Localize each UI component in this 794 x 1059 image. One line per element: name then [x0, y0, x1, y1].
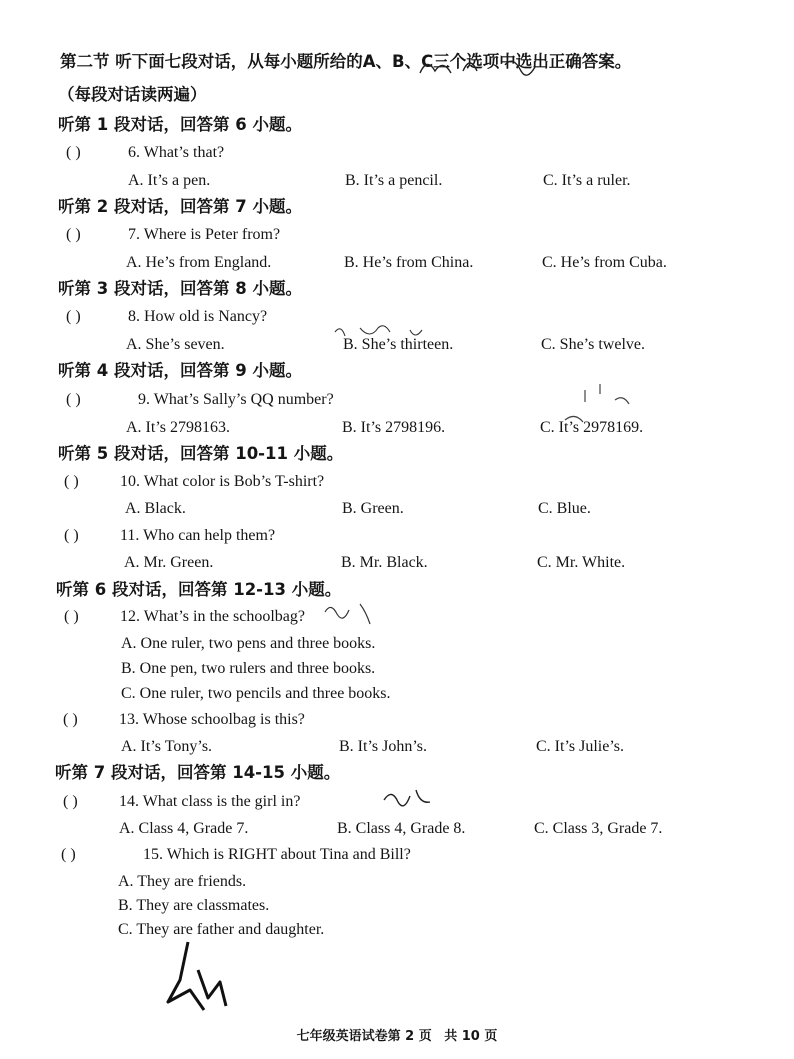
answer-blank[interactable]: ( ): [61, 846, 76, 863]
option-a: A. It’s Tony’s.: [121, 738, 213, 755]
option-b: B. Green.: [342, 500, 404, 517]
handwriting-scribble-q14: [380, 784, 440, 814]
answer-blank[interactable]: ( ): [66, 144, 81, 161]
question-6: [66, 143, 224, 163]
option-a: A. He’s from England.: [126, 254, 272, 271]
dialogue-instruction-7: 听第 7 段对话，回答第 14-15 小题。: [55, 763, 341, 782]
question-text: 10. What color is Bob’s T-shirt?: [120, 473, 325, 490]
option-a: A. Black.: [125, 500, 186, 517]
option-c: C. It’s 2978169.: [540, 419, 644, 436]
question-text: 15. Which is RIGHT about Tina and Bill?: [143, 846, 411, 863]
option-a: A. They are friends.: [118, 873, 247, 890]
option-a: A. One ruler, two pens and three books.: [121, 635, 376, 652]
dialogue-instruction-4: 听第 4 段对话，回答第 9 小题。: [58, 361, 302, 380]
option-b: B. It’s 2798196.: [342, 419, 446, 436]
answer-blank[interactable]: ( ): [66, 226, 81, 243]
handwriting-scribble-q12: [320, 598, 380, 628]
question-text: 9. What’s Sally’s QQ number?: [138, 391, 334, 408]
question-text: 7. Where is Peter from?: [128, 226, 281, 243]
question-10: [64, 472, 324, 492]
option-c: C. One ruler, two pencils and three books.: [121, 685, 391, 702]
dialogue-instruction-5: 听第 5 段对话，回答第 10-11 小题。: [58, 444, 344, 463]
option-b: B. Class 4, Grade 8.: [337, 820, 466, 837]
option-a: A. She’s seven.: [126, 336, 225, 353]
option-a: A. Class 4, Grade 7.: [119, 820, 249, 837]
page-footer: [0, 1025, 794, 1044]
option-a: A. It’s a pen.: [128, 172, 211, 189]
question-text: 14. What class is the girl in?: [119, 793, 301, 810]
question-text: 13. Whose schoolbag is this?: [119, 711, 305, 728]
option-c: C. It’s a ruler.: [543, 172, 631, 189]
option-a: A. It’s 2798163.: [126, 419, 230, 436]
dialogue-instruction-2: 听第 2 段对话，回答第 7 小题。: [58, 197, 302, 216]
option-b: B. She’s thirteen.: [343, 336, 454, 353]
dialogue-instruction-1: 听第 1 段对话，回答第 6 小题。: [58, 115, 302, 134]
option-b: B. They are classmates.: [118, 897, 270, 914]
option-c: C. Mr. White.: [537, 554, 626, 571]
dialogue-instruction-6: 听第 6 段对话，回答第 12-13 小题。: [56, 580, 342, 599]
question-7: [66, 225, 280, 245]
answer-blank[interactable]: ( ): [66, 391, 81, 408]
section-title: 第二节 听下面七段对话，从每小题所给的A、B、C三个选项中选出正确答案。: [60, 52, 632, 71]
question-8: [66, 307, 267, 327]
answer-blank[interactable]: ( ): [64, 473, 79, 490]
option-a: A. Mr. Green.: [124, 554, 214, 571]
answer-blank[interactable]: ( ): [66, 308, 81, 325]
question-15: [61, 845, 411, 865]
option-c: C. Blue.: [538, 500, 591, 517]
option-b: B. He’s from China.: [344, 254, 474, 271]
footer-page: 七年级英语试卷第 2 页: [296, 1029, 432, 1044]
answer-blank[interactable]: ( ): [64, 527, 79, 544]
section-note: （每段对话读两遍）: [58, 85, 207, 104]
question-14: [63, 792, 300, 812]
question-11: [64, 526, 275, 546]
answer-blank[interactable]: ( ): [63, 793, 78, 810]
question-text: 12. What’s in the schoolbag?: [120, 608, 305, 625]
question-text: 8. How old is Nancy?: [128, 308, 268, 325]
answer-blank[interactable]: ( ): [64, 608, 79, 625]
question-text: 11. Who can help them?: [120, 527, 276, 544]
question-13: [63, 710, 305, 730]
option-b: B. It’s John’s.: [339, 738, 428, 755]
footer-total: 共 10 页: [444, 1029, 498, 1044]
option-c: C. Class 3, Grade 7.: [534, 820, 663, 837]
option-c: C. They are father and daughter.: [118, 921, 325, 938]
option-b: B. Mr. Black.: [341, 554, 428, 571]
option-c: C. He’s from Cuba.: [542, 254, 667, 271]
question-text: 6. What’s that?: [128, 144, 225, 161]
dialogue-instruction-3: 听第 3 段对话，回答第 8 小题。: [58, 279, 302, 298]
option-c: C. It’s Julie’s.: [536, 738, 625, 755]
answer-blank[interactable]: ( ): [63, 711, 78, 728]
option-b: B. It’s a pencil.: [345, 172, 443, 189]
question-12: [64, 607, 305, 627]
option-b: B. One pen, two rulers and three books.: [121, 660, 376, 677]
handwriting-signature-mark: [160, 940, 240, 1015]
question-9: [66, 390, 334, 410]
option-c: C. She’s twelve.: [541, 336, 645, 353]
